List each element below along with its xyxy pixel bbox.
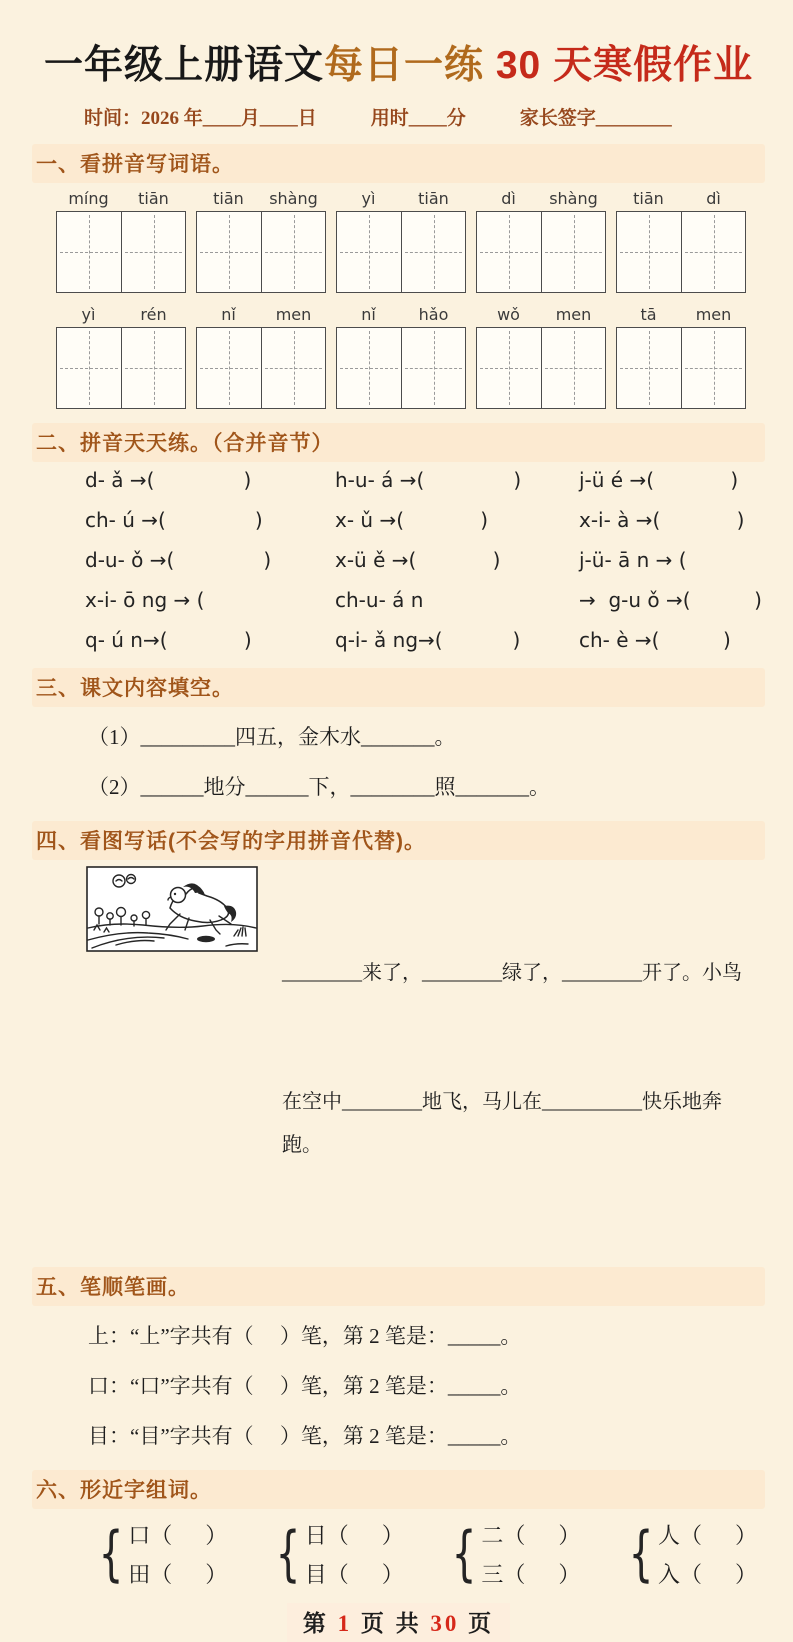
pinyin-labels — [196, 189, 326, 208]
answer-paren: （ ） — [326, 1523, 404, 1548]
similar-char-groups — [92, 1519, 757, 1589]
meta-duration-field: 用时____分 — [370, 108, 466, 129]
writing-line-1: ________来了，________绿了，________开了。小鸟 — [282, 962, 742, 984]
word-unit — [616, 305, 746, 409]
syllable-merge-row — [85, 508, 757, 532]
char: 入 — [657, 1562, 680, 1587]
word-unit — [56, 305, 186, 409]
char: 日 — [304, 1523, 327, 1548]
title-homework: 30 天寒假作业 — [484, 44, 754, 87]
char-line — [481, 1558, 580, 1589]
pinyin-label: tiān — [418, 189, 449, 208]
syllable-merge-row — [85, 468, 757, 492]
pinyin-label: míng — [68, 189, 109, 208]
pinyin-grid-row-1 — [56, 189, 757, 293]
char-group — [445, 1519, 580, 1589]
pinyin-label: shàng — [549, 189, 598, 208]
section-4-heading: 四、看图写话(不会写的字用拼音代替)。 — [32, 821, 765, 860]
syllable-merge-item: ch-u- á n — [335, 588, 424, 612]
stroke-question-shang: 上：“上”字共有（ ）笔，第 2 笔是：_____。 — [88, 1324, 522, 1348]
char-line — [658, 1558, 757, 1589]
footer-text: 第 — [302, 1611, 338, 1636]
tianzige-cell — [57, 328, 121, 408]
char-group — [622, 1519, 757, 1589]
answer-paren: （ ） — [503, 1523, 581, 1548]
tianzige-cell — [401, 212, 465, 292]
pinyin-label: yì — [81, 305, 96, 324]
syllable-merge-row — [85, 628, 757, 652]
word-unit — [476, 305, 606, 409]
page-footer — [40, 1603, 757, 1642]
pinyin-labels — [616, 189, 746, 208]
pinyin-labels — [476, 305, 606, 324]
meta-signature-field: 家长签字________ — [519, 108, 672, 129]
stroke-question-kou: 口：“口”字共有（ ）笔，第 2 笔是：_____。 — [88, 1374, 522, 1398]
syllable-merge-item: d-u- ǒ →( ) — [85, 548, 272, 572]
tianzige-cell — [121, 212, 185, 292]
pinyin-labels — [476, 189, 606, 208]
scene-illustration — [86, 866, 258, 957]
tianzige-cell — [617, 328, 681, 408]
pinyin-labels — [616, 305, 746, 324]
section-1-heading: 一、看拼音写词语。 — [32, 144, 765, 183]
syllable-merge-item: q- ú n→( ) — [85, 628, 252, 652]
pinyin-label: tiān — [633, 189, 664, 208]
syllable-merge-item: x-ü ě →( ) — [335, 548, 501, 572]
current-page-number: 1 — [337, 1611, 353, 1636]
char-group — [269, 1519, 404, 1589]
syllable-merge-item: j-ü é →( ) — [579, 468, 739, 492]
pinyin-label: tiān — [138, 189, 169, 208]
footer-text: 页 — [459, 1611, 495, 1636]
pinyin-label: men — [555, 305, 592, 324]
stroke-question-mu: 目：“目”字共有（ ）笔，第 2 笔是：_____。 — [88, 1424, 522, 1448]
pinyin-labels — [336, 305, 466, 324]
meta-line — [84, 103, 757, 130]
pinyin-label: wǒ — [497, 305, 520, 324]
tianzige-cell — [541, 328, 605, 408]
tianzige-cell — [681, 328, 745, 408]
pinyin-label: nǐ — [221, 305, 236, 324]
pinyin-label: rén — [140, 305, 167, 324]
syllable-merge-item: ch- è →( ) — [579, 628, 731, 652]
tianzige-cell — [197, 328, 261, 408]
word-unit — [196, 305, 326, 409]
word-unit — [616, 189, 746, 293]
tianzige-cell — [121, 328, 185, 408]
char-line — [305, 1519, 404, 1550]
footer-text: 页 共 — [352, 1611, 431, 1636]
word-unit — [196, 189, 326, 293]
tianzige-cell — [477, 328, 541, 408]
pinyin-label: yì — [361, 189, 376, 208]
fill-blank-line-2: （2）______地分______下，________照_______。 — [88, 775, 550, 799]
tianzige-cell — [477, 212, 541, 292]
tianzige-cell — [337, 212, 401, 292]
tianzige-block — [476, 327, 606, 409]
char-line — [128, 1519, 227, 1550]
section-3-heading: 三、课文内容填空。 — [32, 668, 765, 707]
char-line — [481, 1519, 580, 1550]
syllable-merge-item: j-ü- ā n → ( — [579, 548, 687, 572]
syllable-merge-item: h-u- á →( ) — [335, 468, 522, 492]
char: 田 — [128, 1562, 151, 1587]
brace-glyph: { — [98, 1518, 124, 1589]
word-unit — [336, 305, 466, 409]
pinyin-labels — [56, 189, 186, 208]
pinyin-grid-row-2 — [56, 305, 757, 409]
fill-blank-line-1: （1）_________四五，金木水_______。 — [88, 725, 456, 749]
pinyin-labels — [56, 305, 186, 324]
pinyin-label: tiān — [213, 189, 244, 208]
title-daily-practice: 每日一练 — [324, 44, 485, 87]
tianzige-cell — [617, 212, 681, 292]
char: 三 — [481, 1562, 504, 1587]
pinyin-label: hǎo — [418, 305, 449, 324]
char-line — [658, 1519, 757, 1550]
syllable-merge-item: → g-u ǒ →( ) — [579, 588, 762, 612]
char: 二 — [481, 1523, 504, 1548]
brace-glyph: { — [628, 1518, 654, 1589]
tianzige-block — [196, 211, 326, 293]
section-2-heading: 二、拼音天天练。（合并音节） — [32, 423, 765, 462]
section-6-heading: 六、形近字组词。 — [32, 1470, 765, 1509]
word-unit — [336, 189, 466, 293]
syllable-merge-item: x- ǔ →( ) — [335, 508, 489, 532]
syllable-merge-row — [85, 588, 762, 612]
tianzige-cell — [197, 212, 261, 292]
pinyin-label: men — [695, 305, 732, 324]
tianzige-block — [336, 327, 466, 409]
tianzige-cell — [261, 328, 325, 408]
char: 口 — [128, 1523, 151, 1548]
syllable-merge-row — [85, 548, 757, 572]
tianzige-block — [336, 211, 466, 293]
picture-writing-block — [86, 866, 757, 1253]
pinyin-label: nǐ — [361, 305, 376, 324]
pinyin-label: dì — [706, 189, 721, 208]
tianzige-block — [476, 211, 606, 293]
tianzige-cell — [261, 212, 325, 292]
char-line — [305, 1558, 404, 1589]
syllable-merge-item: ch- ú →( ) — [85, 508, 263, 532]
word-unit — [476, 189, 606, 293]
answer-paren: （ ） — [150, 1562, 228, 1587]
brace-glyph: { — [451, 1518, 477, 1589]
tianzige-cell — [541, 212, 605, 292]
tianzige-block — [616, 327, 746, 409]
pinyin-label: dì — [501, 189, 516, 208]
tianzige-cell — [401, 328, 465, 408]
char: 人 — [657, 1523, 680, 1548]
tianzige-block — [616, 211, 746, 293]
answer-paren: （ ） — [679, 1523, 757, 1548]
tianzige-block — [56, 327, 186, 409]
pinyin-labels — [336, 189, 466, 208]
word-unit — [56, 189, 186, 293]
syllable-merge-item: x-i- ō ng → ( — [85, 588, 205, 612]
title-course: 一年级上册语文 — [44, 44, 325, 87]
page-indicator — [287, 1603, 510, 1642]
answer-paren: （ ） — [326, 1562, 404, 1587]
syllable-merge-item: d- ǎ →( ) — [85, 468, 252, 492]
writing-line-2: 在空中________地飞，马儿在__________快乐地奔跑。 — [282, 1091, 722, 1156]
syllable-merge-item: q-i- ǎ ng→( ) — [335, 628, 521, 652]
syllable-merge-item: x-i- à →( ) — [579, 508, 745, 532]
answer-paren: （ ） — [679, 1562, 757, 1587]
pinyin-labels — [196, 305, 326, 324]
page-title — [44, 34, 757, 90]
char-line — [128, 1558, 227, 1589]
pinyin-label: shàng — [269, 189, 318, 208]
tianzige-block — [56, 211, 186, 293]
tianzige-cell — [337, 328, 401, 408]
char: 目 — [304, 1562, 327, 1587]
tianzige-block — [196, 327, 326, 409]
meta-date-field: 时间：2026 年____月____日 — [84, 108, 317, 129]
pinyin-label: tā — [640, 305, 657, 324]
tianzige-cell — [681, 212, 745, 292]
answer-paren: （ ） — [150, 1523, 228, 1548]
pinyin-label: men — [275, 305, 312, 324]
picture-writing-text — [282, 866, 757, 1253]
brace-glyph: { — [275, 1518, 301, 1589]
section-5-heading: 五、笔顺笔画。 — [32, 1267, 765, 1306]
total-page-number: 30 — [430, 1611, 460, 1636]
tianzige-cell — [57, 212, 121, 292]
answer-paren: （ ） — [503, 1562, 581, 1587]
char-group — [92, 1519, 227, 1589]
